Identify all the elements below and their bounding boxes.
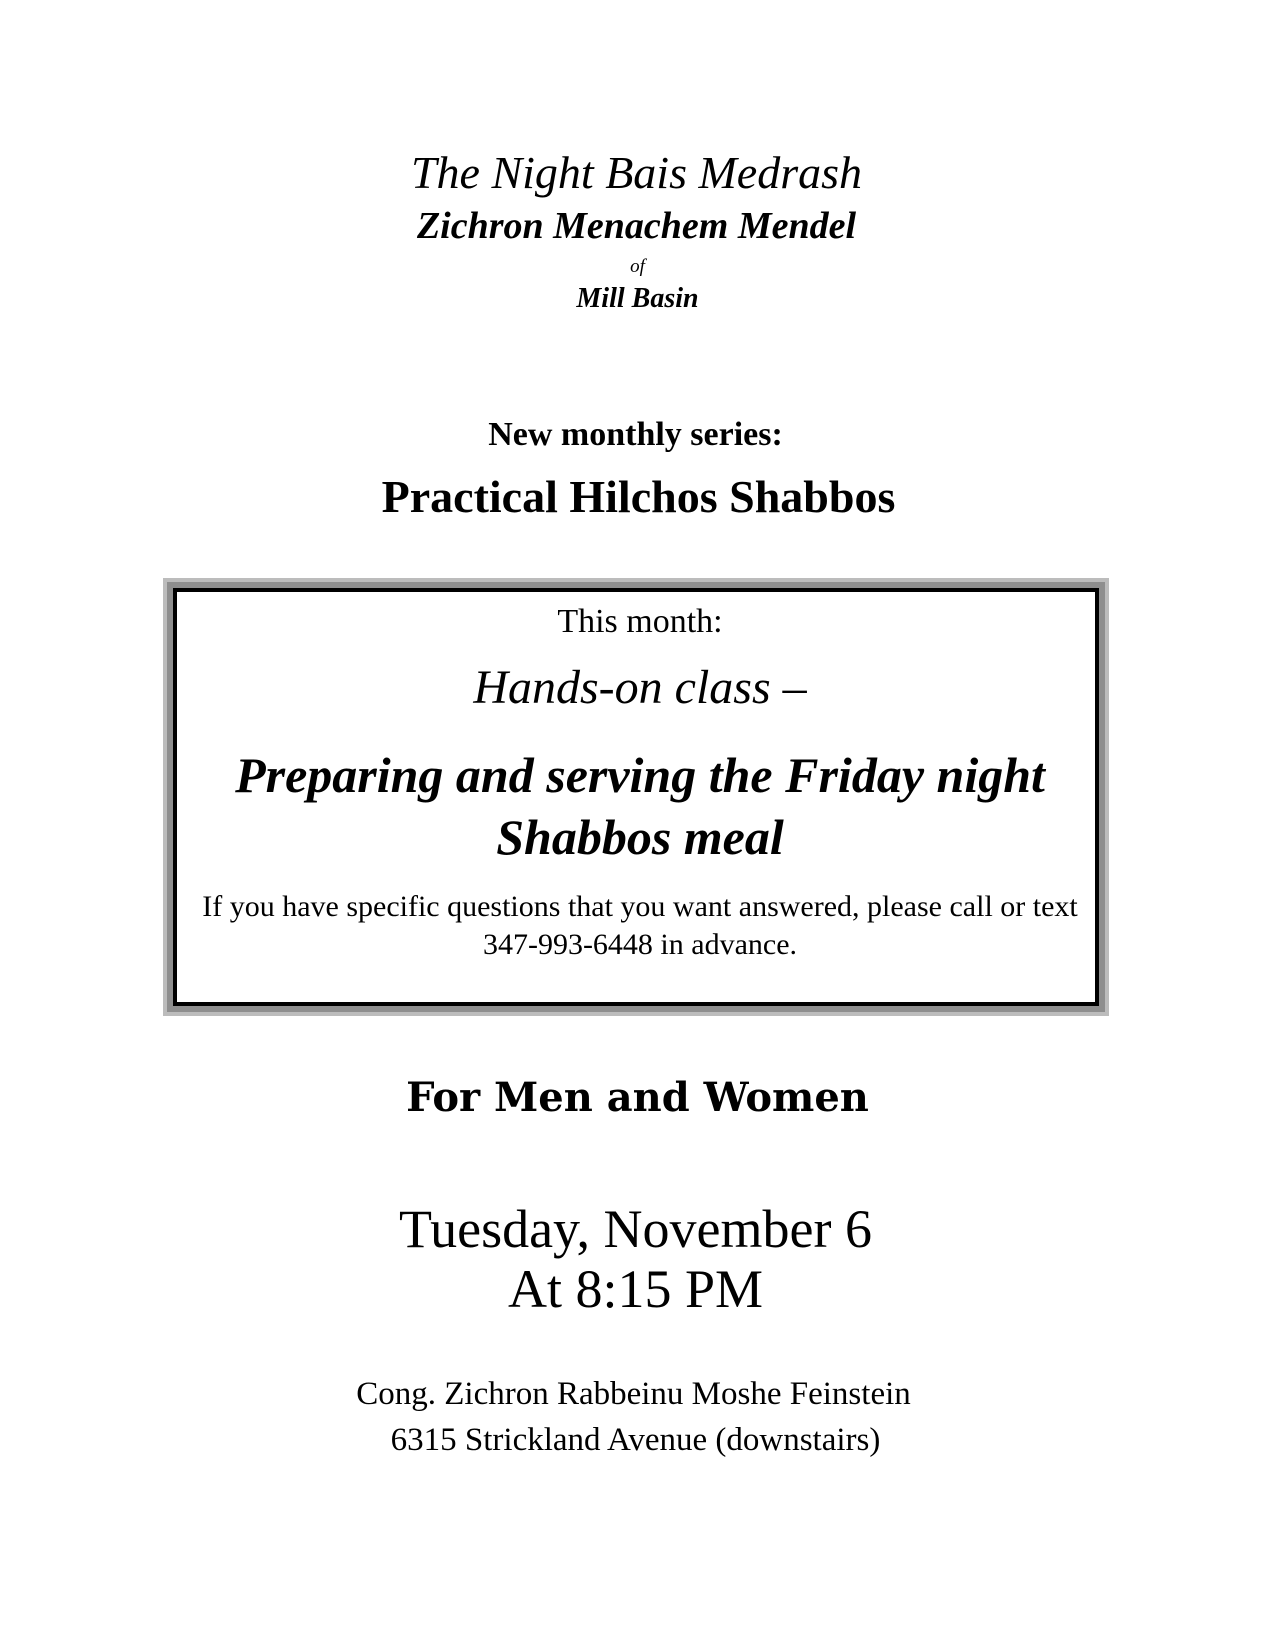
series-label: New monthly series: <box>488 416 783 453</box>
venue-address: 6315 Strickland Avenue (downstairs) <box>390 1422 881 1458</box>
class-title: Preparing and serving the Friday night Shabbos meal <box>235 747 1045 865</box>
month-label: This month: <box>557 603 723 640</box>
event-time: At 8:15 PM <box>507 1259 764 1319</box>
class-type: Hands-on class – <box>473 661 807 714</box>
contact-note: If you have specific questions that you want answered, please call or text 347-993-6448 in advance. <box>202 890 1078 961</box>
audience-heading: For Men and Women <box>406 1074 869 1121</box>
series-title: Practical Hilchos Shabbos <box>381 471 896 522</box>
organization-subtitle: Zichron Menachem Mendel <box>416 205 857 247</box>
event-date: Tuesday, November 6 <box>399 1199 872 1259</box>
organization-name: The Night Bais Medrash <box>410 147 863 198</box>
organization-location: Mill Basin <box>576 283 699 314</box>
feature-box <box>173 588 1099 1006</box>
organization-connector: of <box>630 256 645 277</box>
feature-box-frame <box>163 578 1109 1016</box>
venue-name: Cong. Zichron Rabbeinu Moshe Feinstein <box>356 1376 911 1412</box>
